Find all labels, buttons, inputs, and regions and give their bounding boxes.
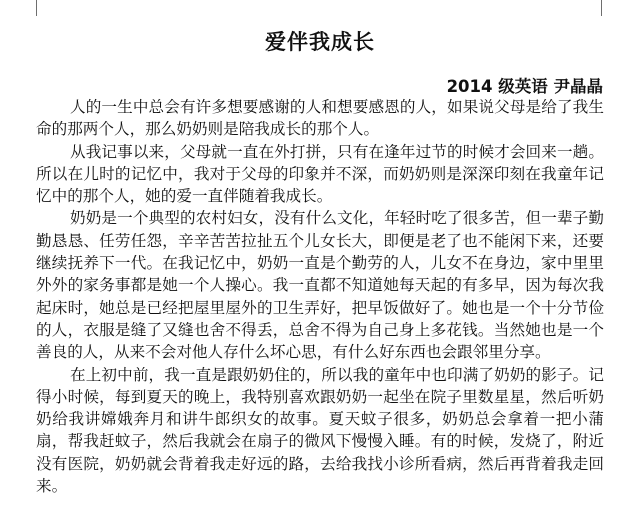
- paragraph-4: 在上初中前，我一直是跟奶奶住的，所以我的童年中也印满了奶奶的影子。记得小时候，每到夏天的晚上，我特别喜欢跟奶奶一起坐在院子里数星星，然后听奶奶给我讲嫦娥奔月和讲牛郎织女的故事。夏天蚊子很多，奶奶总会拿着一把小蒲扇，帮我赶蚊子，然后我就会在扇子的微风下慢慢入睡。有的时候，发烧了，附近没有医院，奶奶就会背着我走好远的路，去给我找小诊所看病，然后再背着我走回来。: [36, 365, 604, 496]
- crop-mark-top-right: [601, 0, 602, 16]
- essay-title: 爱伴我成长: [265, 30, 375, 54]
- essay-body: [36, 96, 604, 497]
- crop-mark-top-left: [36, 0, 37, 16]
- paragraph-2: 从我记事以来，父母就一直在外打拼，只有在逢年过节的时候才会回来一趟。所以在儿时的记忆中，我对于父母的印象并不深，而奶奶则是深深印刻在我童年记忆中的那个人，她的爱一直伴随着我成长。: [36, 142, 604, 206]
- paragraph-1: 人的一生中总会有许多想要感谢的人和想要感恩的人，如果说父母是给了我生命的那两个人，那么奶奶则是陪我成长的那个人。: [36, 98, 604, 139]
- author-line: 2014 级英语 尹晶晶: [446, 77, 603, 96]
- paragraph-3: 奶奶是一个典型的农村妇女，没有什么文化，年轻时吃了很多苦，但一辈子勤勤恳恳、任劳任怨，辛辛苦苦拉扯五个儿女长大，即便是老了也不能闲下来，还要继续抚养下一代。在我记忆中，奶奶一直是个勤劳的人，儿女不在身边，家中里里外外的家务事都是她一个人操心。我一直都不知道她每天起的有多早，因为每次我起床时，她总是已经把屋里屋外的卫生弄好，把早饭做好了。她也是一个十分节俭的人，衣服是缝了又缝也舍不得丢，总舍不得为自己身上多花钱。当然她也是一个善良的人，从来不会对他人存什么坏心思，有什么好东西也会跟邻里分享。: [36, 209, 604, 362]
